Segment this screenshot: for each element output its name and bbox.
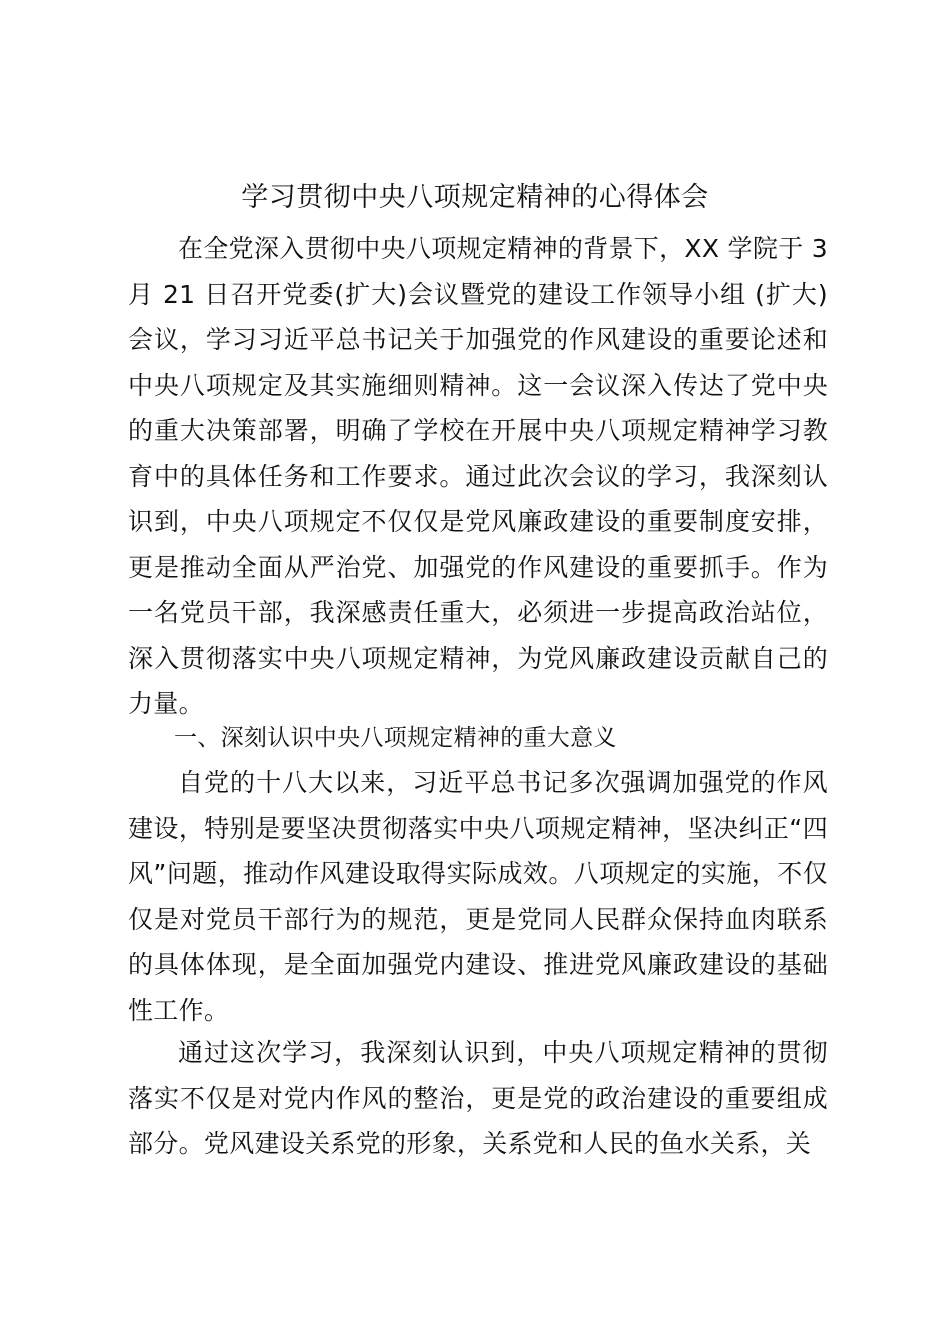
paragraph-text: 在全党深入贯彻中央八项规定精神的背景下，XX 学院于 3 月 21 日召开党委(扩大)会议暨党的建设工作领导小组 (扩大)会议，学习习近平总书记关于加强党的作风建设的重要论述和中央八项规定及其实施细则精神。这一会议深入传达了党中央的重大决策部署，明确了学校在开展中央八项规定精神学习教育中的具体任务和工作要求。通过此次会议的学习，我深刻认识到，中央八项规定不仅仅是党风廉政建设的重要制度安排，更是推动全面从严治党、加强党的作风建设的重要抓手。作为一名党员干部，我深感责任重大，必须进一步提高政治站位，深入贯彻落实中央八项规定精神，为党风廉政建设贡献自己的力量。 — [128, 234, 828, 718]
paragraph-text: 自党的十八大以来，习近平总书记多次强调加强党的作风建设，特别是要坚决贯彻落实中央八项规定精神，坚决纠正“四风”问题，推动作风建设取得实际成效。八项规定的实施，不仅仅是对党员干部行为的规范，更是党同人民群众保持血肉联系的具体体现，是全面加强党内建设、推进党风廉政建设的基础性工作。 — [128, 768, 828, 1025]
document-title: 学习贯彻中央八项规定精神的心得体会 — [241, 182, 709, 213]
body-paragraph-3 — [128, 1030, 828, 1167]
body-paragraph-1 — [128, 226, 828, 727]
section-heading-1 — [128, 716, 828, 762]
section-heading-text: 一、深刻认识中央八项规定精神的重大意义 — [174, 725, 617, 751]
paragraph-text: 通过这次学习，我深刻认识到，中央八项规定精神的贯彻落实不仅是对党内作风的整治，更是党的政治建设的重要组成部分。党风建设关系党的形象，关系党和人民的鱼水关系，关 — [128, 1038, 828, 1158]
body-paragraph-2 — [128, 760, 828, 1033]
